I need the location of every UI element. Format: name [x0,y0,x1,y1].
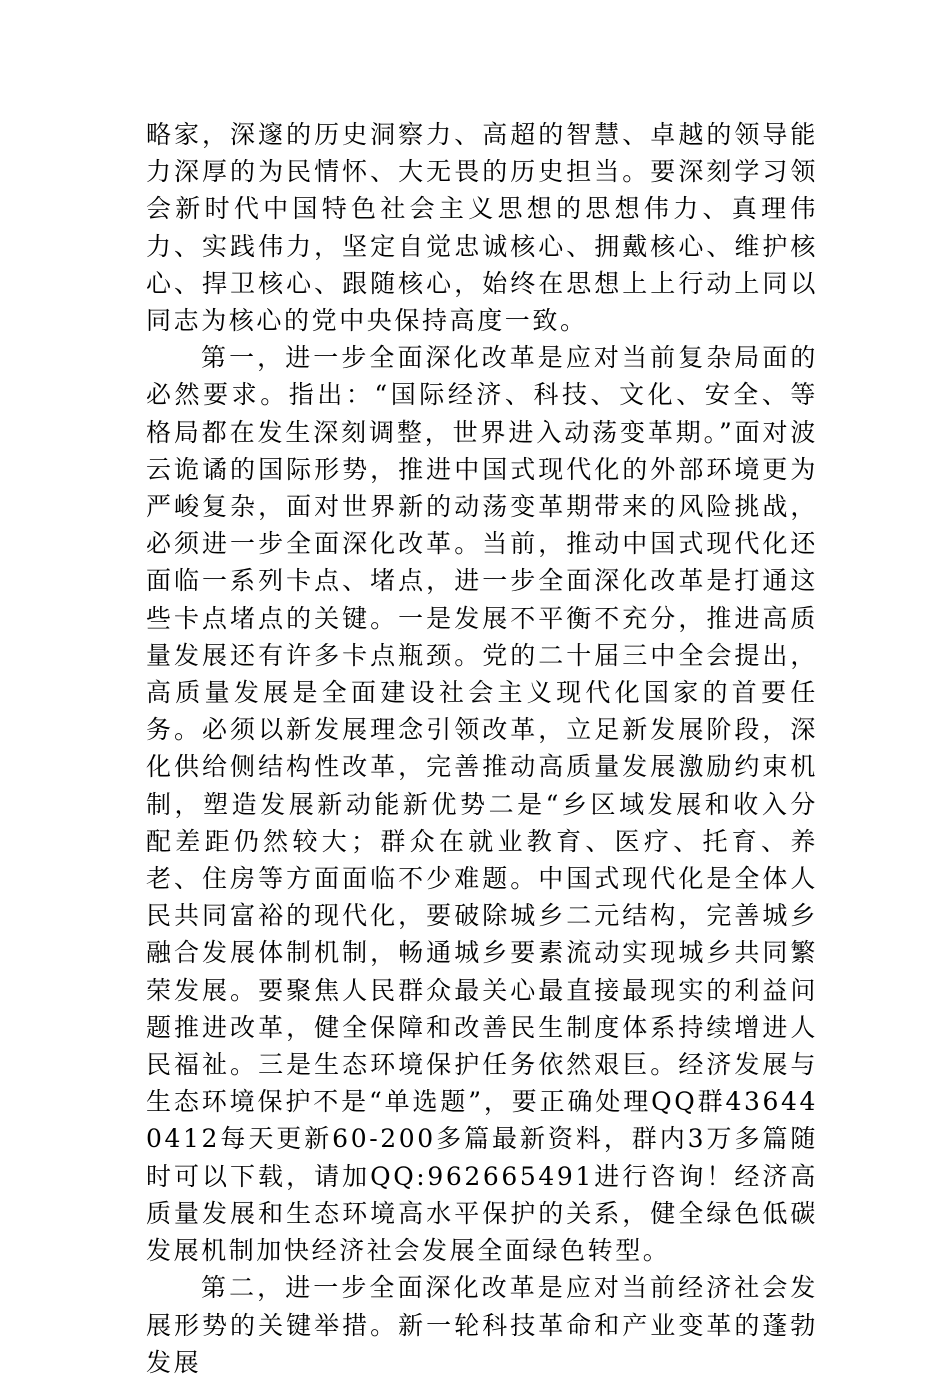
document-body [146,116,818,1381]
paragraph-intro: 略家，深邃的历史洞察力、高超的智慧、卓越的领导能力深厚的为民情怀、大无畏的历史担当。要深刻学习领会新时代中国特色社会主义思想的思想伟力、真理伟力、实践伟力，坚定自觉忠诚核心、拥戴核心、维护核心、捍卫核心、跟随核心，始终在思想上上行动上同以同志为核心的党中央保持高度一致。 [146,120,818,336]
paragraph-first: 第一，进一步全面深化改革是应对当前复杂局面的必然要求。指出：“国际经济、科技、文化、安全、等格局都在发生深刻调整，世界进入动荡变革期。”面对波云诡谲的国际形势，推进中国式现代化的外部环境更为严峻复杂，面对世界新的动荡变革期带来的风险挑战，必须进一步全面深化改革。当前，推动中国式现代化还面临一系列卡点、堵点，进一步全面深化改革是打通这些卡点堵点的关键。一是发展不平衡不充分，推进高质量发展还有许多卡点瓶颈。党的二十届三中全会提出，高质量发展是全面建设社会主义现代化国家的首要任务。必须以新发展理念引领改革，立足新发展阶段，深化供给侧结构性改革，完善推动高质量发展激励约束机制，塑造发展新动能新优势二是“乡区域发展和收入分配差距仍然较大；群众在就业教育、医疗、托育、养老、住房等方面面临不少难题。中国式现代化是全体人民共同富裕的现代化，要破除城乡二元结构，完善城乡融合发展体制机制，畅通城乡要素流动实现城乡共同繁荣发展。要聚焦人民群众最关心最直接最现实的利益问题推进改革，健全保障和改善民生制度体系持续增进人民福祉。三是生态环境保护任务依然艰巨。经济发展与生态环境保护不是“单选题”，要正确处理QQ群436440412每天更新60-200多篇最新资料，群内3万多篇随时可以下载，请加QQ:962665491进行咨询！经济高质量发展和生态环境高水平保护的关系，健全绿色低碳发展机制加快经济社会发展全面绿色转型。 [146,343,818,1266]
paragraph-second: 第二，进一步全面深化改革是应对当前经济社会发展形势的关键举措。新一轮科技革命和产业变革的蓬勃发展 [146,1273,818,1377]
